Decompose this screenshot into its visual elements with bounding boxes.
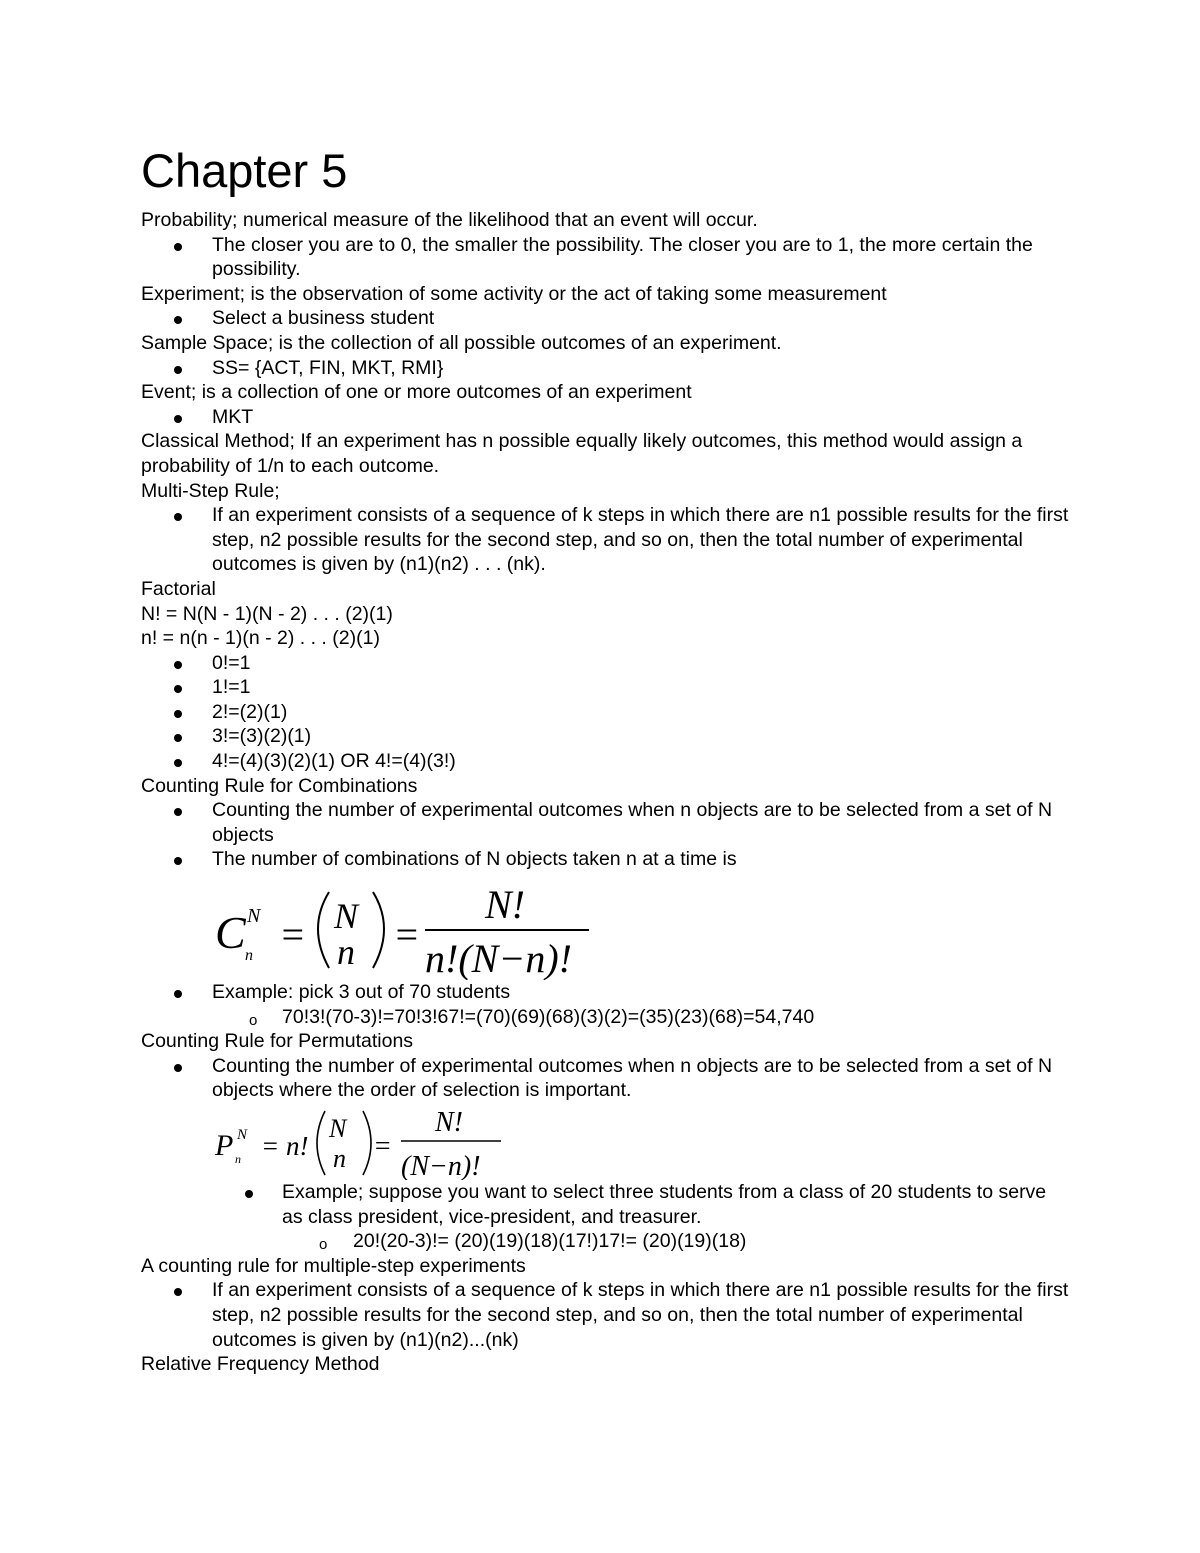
formula-symbol: C [215, 907, 246, 959]
list-item: 4!=(4)(3)(2)(1) OR 4!=(4)(3!) [141, 749, 1071, 774]
list-item: Counting the number of experimental outcomes when n objects are to be selected from a set of N objects where the order of selection is important. [141, 1054, 1071, 1103]
probability-definition: Probability; numerical measure of the likelihood that an event will occur. [141, 209, 758, 231]
list-item: 0!=1 [141, 651, 1071, 676]
event-definition: Event; is a collection of one or more outcomes of an experiment [141, 381, 692, 404]
list-item: Counting the number of experimental outcomes when n objects are to be selected from a set of N objects [141, 798, 1071, 847]
list-item: SS= {ACT, FIN, MKT, RMI} [141, 356, 1071, 381]
circle-bullet-icon: o [319, 1236, 328, 1254]
formula-numerator: N! [435, 1107, 463, 1138]
bullet-icon [174, 243, 182, 251]
combination-formula-graphic [141, 872, 661, 980]
formula-binom-bottom: n [333, 1144, 346, 1173]
formula-binom-top: N [329, 1114, 347, 1143]
formula-equals: = n! [261, 1131, 309, 1161]
formula-binom-bottom: n [337, 932, 355, 973]
factorial-formula-small: n! = n(n - 1)(n - 2) . . . (2)(1) [141, 627, 380, 650]
bullet-icon [174, 857, 182, 865]
bullet-icon [174, 734, 182, 742]
left-paren-icon [318, 892, 329, 968]
list-item: Example; suppose you want to select three students from a class of 20 students to serve as class president, vice-president, and treasurer. [141, 1180, 1071, 1229]
document-page [141, 138, 1071, 1377]
formula-equals: = [373, 1131, 392, 1162]
list-item: If an experiment consists of a sequence of k steps in which there are n1 possible results for the first step, n2 possible results for the second step, and so on, then the total number of experimental outcomes is given by (n1)(n2)...(nk) [141, 1278, 1071, 1352]
list-item: MKT [141, 405, 1071, 430]
bullet-icon [174, 513, 182, 521]
formula-subscript: n [245, 947, 253, 965]
bullet-icon [174, 710, 182, 718]
multiple-step-heading: A counting rule for multiple-step experiments [141, 1254, 526, 1277]
list-item: The closer you are to 0, the smaller the possibility. The closer you are to 1, the more certain the possibility. [141, 233, 1071, 282]
bullet-icon [174, 366, 182, 374]
chapter-title: Chapter 5 [141, 144, 348, 197]
combination-formula [141, 872, 1071, 980]
combinations-heading: Counting Rule for Combinations [141, 774, 418, 797]
list-subitem: o 70!3!(70-3)!=70!3!67!=(70)(69)(68)(3)(2)=(35)(23)(68)=54,740 [249, 1005, 815, 1029]
formula-superscript: N [247, 905, 261, 928]
permutations-heading: Counting Rule for Permutations [141, 1030, 414, 1053]
list-item: 3!=(3)(2)(1) [141, 724, 1071, 749]
formula-symbol: P [215, 1129, 234, 1162]
list-item: 2!=(2)(1) [141, 700, 1071, 725]
right-paren-icon [363, 1111, 371, 1175]
list-item: The number of combinations of N objects taken n at a time is [141, 847, 1071, 872]
list-item: If an experiment consists of a sequence of k steps in which there are n1 possible results for the first step, n2 possible results for the second step, and so on, then the total number of experimental outcomes is given by (n1)(n2) . . . (nk). [141, 503, 1071, 577]
factorial-formula-big: N! = N(N - 1)(N - 2) . . . (2)(1) [141, 602, 393, 625]
list-item: Select a business student [141, 306, 1071, 331]
list-item: Example: pick 3 out of 70 students [141, 980, 1071, 1005]
classical-method-definition: Classical Method; If an experiment has n possible equally likely outcomes, this method would assign a probability of 1/n to each outcome. [141, 430, 1023, 477]
right-paren-icon [373, 892, 384, 968]
formula-denominator: (N−n)! [401, 1151, 481, 1180]
relative-frequency-heading: Relative Frequency Method [141, 1353, 380, 1376]
formula-equals: = [279, 912, 306, 958]
bullet-icon [174, 685, 182, 693]
left-paren-icon [317, 1111, 325, 1175]
bullet-icon [174, 316, 182, 324]
list-item: 1!=1 [141, 675, 1071, 700]
circle-bullet-icon: o [249, 1011, 258, 1029]
sample-space-definition: Sample Space; is the collection of all possible outcomes of an experiment. [141, 331, 782, 354]
bullet-icon [174, 759, 182, 767]
bullet-icon [245, 1190, 253, 1198]
multi-step-rule-heading: Multi-Step Rule; [141, 479, 280, 502]
formula-superscript: N [237, 1127, 248, 1143]
list-subitem: o 20!(20-3)!= (20)(19)(18)(17!)17!= (20)(19)(18) [319, 1230, 747, 1254]
formula-numerator: N! [485, 882, 525, 928]
bullet-icon [174, 808, 182, 816]
factorial-heading: Factorial [141, 577, 216, 600]
permutation-formula-graphic [141, 1103, 561, 1180]
formula-subscript: n [235, 1152, 241, 1166]
formula-equals: = [393, 912, 420, 958]
bullet-icon [174, 1288, 182, 1296]
bullet-icon [174, 1064, 182, 1072]
bullet-icon [174, 990, 182, 998]
experiment-definition: Experiment; is the observation of some activity or the act of taking some measurement [141, 282, 887, 305]
bullet-icon [174, 415, 182, 423]
formula-binom-top: N [334, 896, 359, 937]
formula-denominator: n!(N−n)! [425, 936, 572, 981]
bullet-icon [174, 661, 182, 669]
permutation-formula [141, 1103, 1071, 1180]
